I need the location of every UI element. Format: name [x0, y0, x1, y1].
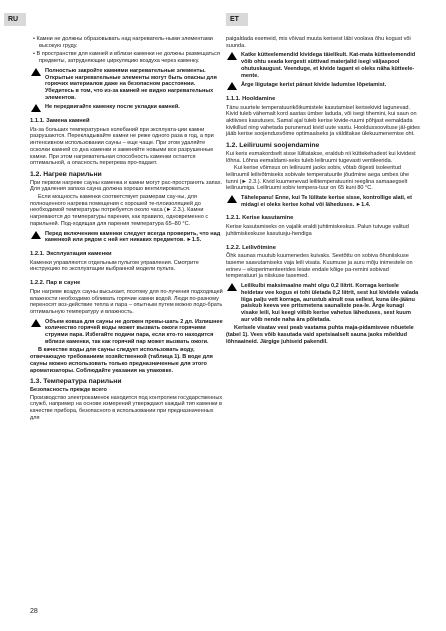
paragraph: Kerise kasutamiseks on vajalik eraldi juhtimiskeskus. Palun tutvuge valitud juhtimiskeskuse kasutusju-hendiga: [226, 224, 409, 237]
paragraph: Tänu suurtele temperatuurikõikumistele kasutamisel kerisekivid lagunevad. Kivid tuleb vähemalt kord aastas ümber laduda, või isegi tihemini, kui saun on aktiivses kasutuses. Samal ajal tuleb kerise kivide-ruumi põhjast eemaldada kivikillud ning vahetada purunenud kivid uute vastu. Hooldussoovituse jäl-gides jääb kerise soojendusvõime optimaalseks ja välditakse ülekuumenemise oht.: [226, 104, 420, 138]
warning-block: [226, 52, 420, 79]
warning-icon: [31, 319, 41, 327]
section-heading: 1.2.1. Эксплуатация каменки: [30, 250, 112, 257]
paragraph: Kui keris esmakordselt sisse lülitatakse, eraldub nii küttekehadest kui kividest lõhna. Lõhna eemaldami-seks tuleb leiliruumi tugevasti ventileerida.: [226, 150, 416, 164]
warning-icon: [227, 52, 237, 60]
section-heading: 1.2. Leiliruumi soojendamine: [226, 142, 320, 150]
section-heading: 1.2. Нагрев парильни: [30, 170, 102, 178]
warning-icon: [227, 195, 237, 203]
paragraph: paigaldada esemeid, mis võivad muuta kerisest läbi voolava õhu kogust või suunda.: [226, 36, 411, 49]
warning-block: [226, 82, 420, 89]
warning-block: [226, 195, 420, 208]
paragraph: Kui kerise võimsus on leiliruumi jaoks sobiv, võtab õigesti isoleeritud leiliruumil leilivõtmiseks sobivale temperatuurile jõudmine aega umbes ühe tunni (► 2.3.). Kivid kuumenevad leilitemperatuurini reeglina samaaegselt leiliruumiga. Leiliruumi sobiv tempera-tuur on 65 kuni 80 °C.: [226, 165, 410, 192]
warning-block: [30, 319, 224, 346]
paragraph: Каменки управляются отдельным пультом управления. Смотрите инструкцию по эксплуатации выбранной модели пульта.: [30, 259, 199, 273]
left-column-ru: [30, 36, 224, 422]
warning-text: Ärge liigutage kerist pärast kivide ladumise lõpetamist.: [241, 82, 387, 89]
paragraph: Производство электрокаменок находится под контролем государственных служб, например на основе измерений утверждают каждый тип каменки в качестве прибора, безопасного в использовании при предназначенных для: [30, 394, 223, 421]
warning-text: Объем ковша для сауны не должен превы-шать 2 дл. Излишнее количество горячей воды может вызвать ожоги горячими струями пара. Избегайте подачи пара, если кто-то находится вблизи каменки, так как горячий пар может вызвать ожоги.: [45, 318, 223, 345]
page-number: 28: [30, 608, 38, 615]
right-column-et: [226, 36, 420, 346]
warning-block: [30, 68, 224, 102]
warning-text: Перед включением каменки следует всегда проверить, что над каменкой или рядом с ней нет никаких предметов. ►1.5.: [45, 230, 221, 244]
paragraph: Из-за больших температурных колебаний при эксплуата-ции камни разрушаются. Перекладывайте камни не реже одного раза в год, а при интенсивном использовании сауны – еще чаще. При этом удаляйте осколки камней со дна каменки и заменяйте новыми все разрушенные камни. При этом нагревательная способность каменки остается оптимальной, а опасность перегрева про-падает.: [30, 126, 214, 167]
warning-block: [30, 104, 224, 111]
warning-text: Полностью закройте камнями нагревательные элементы. Открытые нагревательные элементы могут быть опасны для горючих материалов даже на безопасном расстоянии. Убедитесь в том, что из-за камней не видно нагревательных элементов.: [45, 67, 217, 101]
warning-text: Tähelepanu! Enne, kui Te lülitate kerise sisse, kontrollige alati, et midagi ei oleks kerise kohal või läheduses. ►1.4.: [241, 195, 412, 208]
list-item: • Камни не должны образовывать над нагреватель-ными элементами высокую груду.: [33, 36, 213, 49]
paragraph: Если мощность каменки соответствует размерам сау-ны, для полноценного нагрева помещения с хорошей те-плоизоляцией до необходимой температуры потребуется около часа (► 2.3.). Камни нагреваются до температуры парения, как правило, одновременно с парильней. Под-ходящая для парения температура 65–80 °C.: [30, 194, 209, 227]
paragraph: При нагреве воздух сауны высыхает, поэтому для по-лучения подходящей влажности необходимо обливать горячие камни водой. Люди по-разному переносят воз-действие тепла и пара – опытным путем можно подо-брать оптимальную температуру и влажность.: [30, 288, 223, 315]
language-tab-et: ET: [226, 13, 248, 26]
warning-icon: [227, 283, 237, 291]
section-heading: 1.1.1. Замена камней: [30, 118, 90, 125]
paragraph: При первом нагреве сауны каменка и камни могут рас-пространять запах. Для удаления запаха сауна должна хорошо вентилироваться.: [30, 179, 223, 193]
subheading: Безопасность прежде всего: [30, 386, 107, 393]
warning-icon: [227, 82, 237, 90]
warning-block: [226, 283, 420, 323]
warning-icon: [31, 68, 41, 76]
warning-block: [30, 231, 224, 244]
paragraph: Kerisele visatav vesi peab vastama puhta maja-pidamisvee nõuetele (tabel 1). Vees võib kasutada vaid spetsiaalselt sauna jaoks mõeldud lõhnaaineid. Järgige juhiseid pakendil.: [226, 325, 414, 345]
section-heading: 1.3. Температура парильни: [30, 378, 122, 386]
section-heading: 1.2.1. Kerise kasutamine: [226, 215, 294, 222]
warning-icon: [31, 231, 41, 239]
warning-text: Katke kütteelemendid kividega täielikult. Kat-mata küttеelemendid võib ohtu seada kergesti süttivad materjalid isegi väljaspool ohutuskaugust. Veenduge, et kivide tagant ei oleks näha küttееle-mente.: [241, 52, 416, 79]
warning-text: Leilikulbi maksimaalne maht olgu 0,2 liitrit. Korraga kerisele heidetav vee kogus ei tohi ületada 0,2 liitrit, sest kui kividele valada liiga palju vett korraga, aurustub ainult osa sellest, kuna üle-jäänu paiskub keeva vee pritsmetena saunaliste pea-le. Ärge kunagi visake leili, kui keegi viibib kerise vahetus läheduses, sest kuum aur võib nende naha ära põletada.: [241, 283, 419, 323]
section-heading: 1.2.2. Leilivõtmine: [226, 244, 276, 251]
warning-icon: [31, 104, 41, 112]
language-tab-ru: RU: [4, 13, 26, 26]
paragraph: В качестве воды для сауны следует использовать воду, отвечающую требованиям хозяйственной (таблица 1). В воде для сауны можно использовать только предназначенные для этого ароматизаторы. Соблюдайте указания на упаковке.: [30, 347, 213, 374]
paragraph: Õhk saunas muutub kuumenedes kuivaks. Seetõttu on sobiva õhuniiskuse taseme saavutamiseks vaja leili visata. Kuumuse ja auru mõju inimestele on erinev – eksperimenteerides leiate endale kõige pa-remini sobivad temperatuuri ja niiskuse tasemed.: [226, 253, 413, 280]
warning-text: Не передвигайте каменку после укладки камней.: [45, 104, 180, 111]
section-heading: 1.2.2. Пар в сауне: [30, 280, 81, 287]
section-heading: 1.1.1. Hooldamine: [226, 95, 276, 102]
list-item: • В пространстве для камней и вблизи каменки не должны размещаться предметы, затрудняющие циркуляцию воздуха через каменку.: [33, 51, 220, 65]
